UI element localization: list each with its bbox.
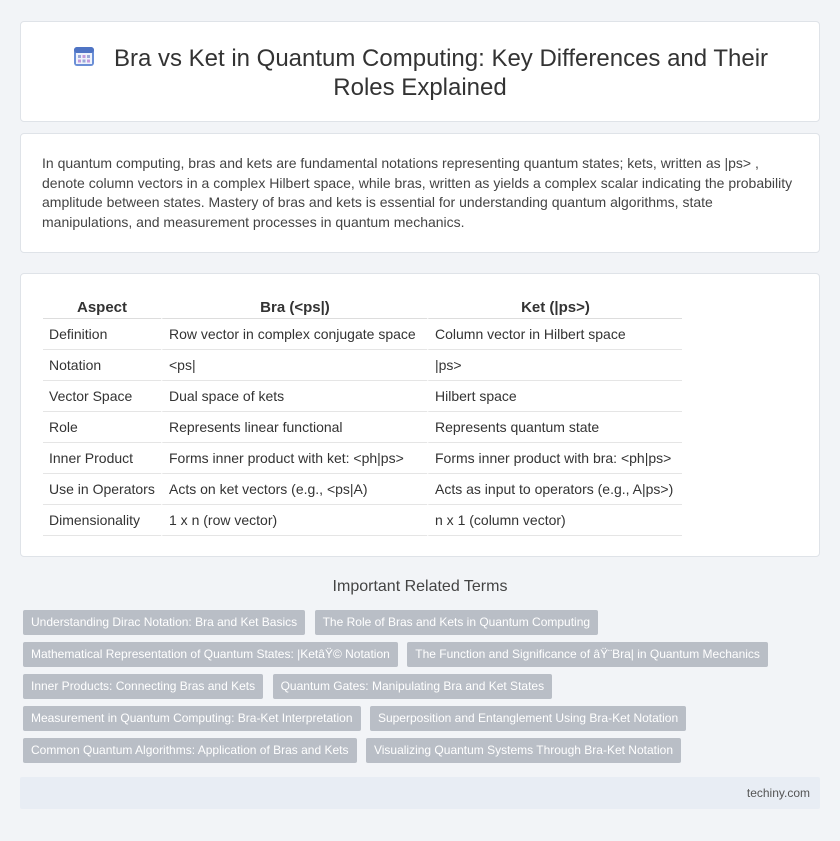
cell-aspect: Role bbox=[43, 412, 161, 443]
cell-aspect: Inner Product bbox=[43, 443, 161, 474]
cell-ket: Column vector in Hilbert space bbox=[427, 319, 682, 350]
calendar-icon bbox=[72, 44, 96, 68]
intro-paragraph: In quantum computing, bras and kets are fundamental notations representing quantum states; kets, written as |ps> , denote column vectors in a complex Hilbert space, while bras, written as yields a complex scalar indicating the probability amplitude between states. Mastery of bras and kets is essential for understanding quantum algorithms, state manipulations, and measurement processes in quantum mechanics. bbox=[42, 155, 793, 230]
cell-bra: Row vector in complex conjugate space bbox=[161, 319, 427, 350]
cell-bra: Dual space of kets bbox=[161, 381, 427, 412]
cell-aspect: Vector Space bbox=[43, 381, 161, 412]
related-term-link[interactable]: The Function and Significance of âŸ¨Bra| in Quantum Mechanics bbox=[407, 642, 768, 667]
cell-aspect: Notation bbox=[43, 350, 161, 381]
header-card bbox=[20, 21, 820, 122]
cell-bra: 1 x n (row vector) bbox=[161, 505, 427, 536]
header-aspect: Aspect bbox=[43, 297, 161, 319]
cell-ket: Acts as input to operators (e.g., A|ps>) bbox=[427, 474, 682, 505]
cell-ket: |ps> bbox=[427, 350, 682, 381]
related-term-link[interactable]: Common Quantum Algorithms: Application of Bras and Kets bbox=[23, 738, 357, 763]
table-row bbox=[43, 474, 682, 505]
cell-bra: <ps| bbox=[161, 350, 427, 381]
page-title-text: Bra vs Ket in Quantum Computing: Key Differences and Their Roles Explained bbox=[113, 45, 769, 101]
cell-aspect: Dimensionality bbox=[43, 505, 161, 536]
related-term-link[interactable]: Understanding Dirac Notation: Bra and Ket Basics bbox=[23, 610, 305, 635]
cell-bra: Acts on ket vectors (e.g., <ps|A) bbox=[161, 474, 427, 505]
table-row bbox=[43, 381, 682, 412]
footer-site-link[interactable]: techiny.com bbox=[746, 786, 810, 800]
table-row bbox=[43, 319, 682, 350]
related-term-link[interactable]: Quantum Gates: Manipulating Bra and Ket States bbox=[273, 674, 552, 699]
title-wrap bbox=[21, 44, 819, 102]
table-row bbox=[43, 412, 682, 443]
tag-row bbox=[23, 706, 823, 738]
cell-aspect: Use in Operators bbox=[43, 474, 161, 505]
related-term-link[interactable]: Mathematical Representation of Quantum States: |KetâŸ© Notation bbox=[23, 642, 398, 667]
cell-bra: Forms inner product with ket: <ph|ps> bbox=[161, 443, 427, 474]
page-title bbox=[61, 44, 779, 102]
cell-ket: Forms inner product with bra: <ph|ps> bbox=[427, 443, 682, 474]
cell-bra: Represents linear functional bbox=[161, 412, 427, 443]
cell-ket: Hilbert space bbox=[427, 381, 682, 412]
related-term-link[interactable]: Inner Products: Connecting Bras and Kets bbox=[23, 674, 263, 699]
table-row bbox=[43, 443, 682, 474]
related-terms-title: Important Related Terms bbox=[332, 578, 508, 595]
intro-card bbox=[20, 133, 820, 253]
header-bra: Bra (<ps|) bbox=[161, 297, 427, 319]
cell-ket: Represents quantum state bbox=[427, 412, 682, 443]
comparison-card bbox=[20, 273, 820, 557]
footer bbox=[20, 777, 820, 809]
table-row bbox=[43, 350, 682, 381]
comparison-table bbox=[43, 297, 682, 536]
table-row bbox=[43, 505, 682, 536]
tag-row bbox=[23, 674, 823, 706]
header-ket: Ket (|ps>) bbox=[427, 297, 682, 319]
related-term-link[interactable]: Visualizing Quantum Systems Through Bra-Ket Notation bbox=[366, 738, 681, 763]
table-header-row bbox=[43, 297, 682, 319]
tag-row bbox=[23, 610, 823, 642]
cell-ket: n x 1 (column vector) bbox=[427, 505, 682, 536]
tag-row bbox=[23, 738, 823, 770]
related-term-link[interactable]: Superposition and Entanglement Using Bra-Ket Notation bbox=[370, 706, 686, 731]
related-term-link[interactable]: Measurement in Quantum Computing: Bra-Ket Interpretation bbox=[23, 706, 361, 731]
tag-row bbox=[23, 642, 823, 674]
cell-aspect: Definition bbox=[43, 319, 161, 350]
related-terms-list bbox=[23, 610, 823, 770]
related-term-link[interactable]: The Role of Bras and Kets in Quantum Computing bbox=[315, 610, 598, 635]
